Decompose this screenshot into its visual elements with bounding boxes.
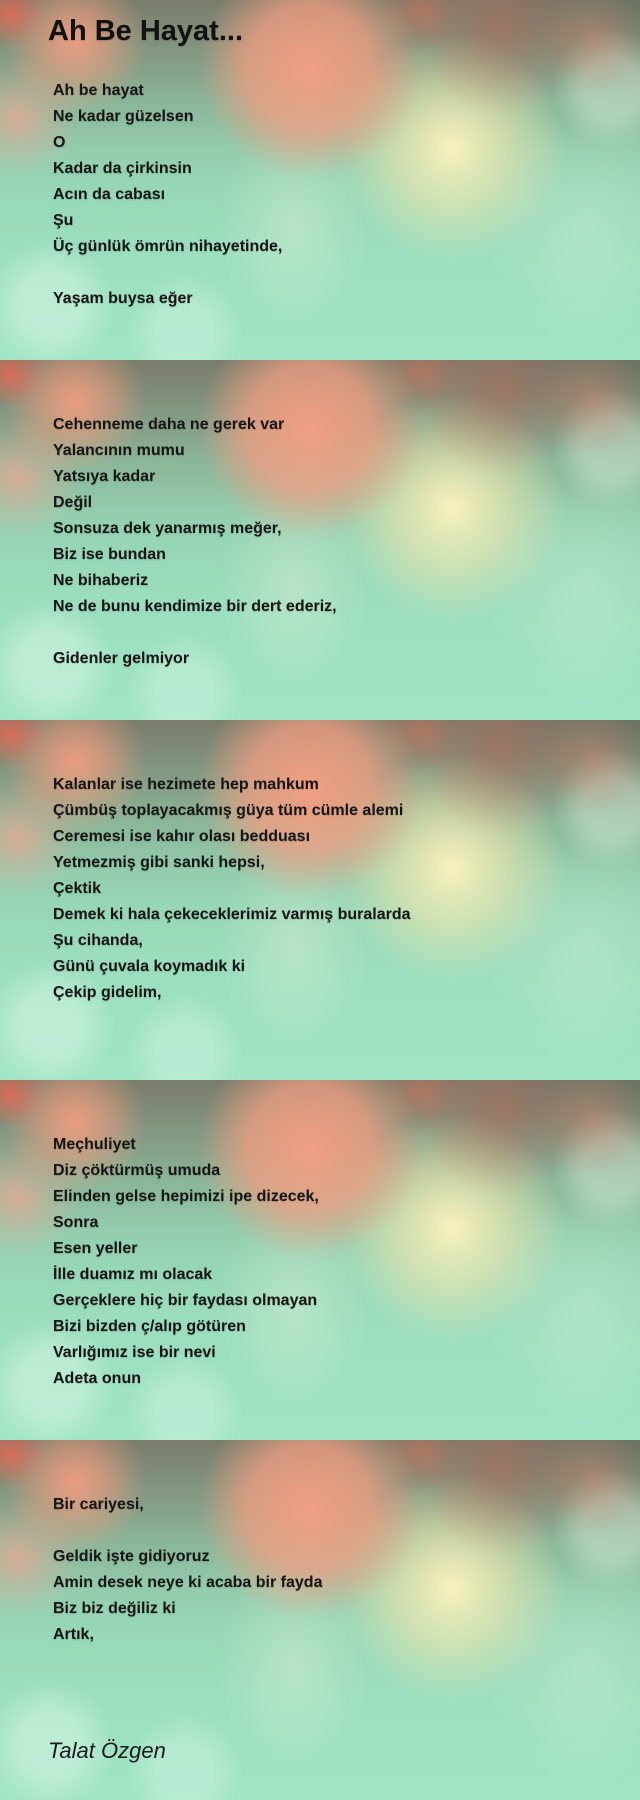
poem-line: Yatsıya kadar	[53, 468, 156, 485]
poem-line: Artık,	[53, 1626, 94, 1643]
poem-title: Ah Be Hayat...	[48, 15, 243, 47]
poem-line: Şu	[53, 212, 74, 229]
poem-line: Değil	[53, 494, 93, 511]
poem-line: Ne de bunu kendimize bir dert ederiz,	[53, 598, 337, 615]
poem-line: Bizi bizden ç/alıp götüren	[53, 1318, 246, 1335]
poem-line: Çektik	[53, 880, 102, 897]
poem-line: Ceremesi ise kahır olası bedduası	[53, 828, 311, 845]
stanza-5	[53, 1492, 630, 1648]
poem-line: Biz biz değiliz ki	[53, 1600, 176, 1617]
stanza-block-2	[0, 360, 640, 720]
poem-line: Cehenneme daha ne gerek var	[53, 416, 285, 433]
poem-line: Adeta onun	[53, 1370, 141, 1387]
stanza-1	[53, 78, 630, 312]
poem-line: Geldik işte gidiyoruz	[53, 1548, 210, 1565]
poem-line: Demek ki hala çekeceklerimiz varmış buralarda	[53, 906, 411, 923]
poem-line: Sonra	[53, 1214, 99, 1231]
poem-line: Gidenler gelmiyor	[53, 650, 190, 667]
poem-line: Ah be hayat	[53, 82, 144, 99]
poem-line: Üç günlük ömrün nihayetinde,	[53, 238, 283, 255]
poem-line: Çümbüş toplayacakmış güya tüm cümle alemi	[53, 802, 404, 819]
poem-line: Yetmezmiş gibi sanki hepsi,	[53, 854, 265, 871]
poem-line: Kalanlar ise hezimete hep mahkum	[53, 776, 319, 793]
poem-line	[53, 260, 630, 286]
stanza-block-4	[0, 1080, 640, 1440]
poem-line: İlle duamız mı olacak	[53, 1266, 213, 1283]
poem-line: Varlığımız ise bir nevi	[53, 1344, 216, 1361]
poem-line: Ne kadar güzelsen	[53, 108, 194, 125]
poem-line: Yalancının mumu	[53, 442, 185, 459]
poem-line: Çekip gidelim,	[53, 984, 162, 1001]
poem-line: Kadar da çirkinsin	[53, 160, 192, 177]
poem-line: Bir cariyesi,	[53, 1496, 144, 1513]
poem-line	[53, 1518, 630, 1544]
poem-line: Şu cihanda,	[53, 932, 143, 949]
poem-line: Diz çöktürmüş umuda	[53, 1162, 221, 1179]
poem-line: Biz ise bundan	[53, 546, 166, 563]
poem-line	[53, 620, 630, 646]
poem-line: Yaşam buysa eğer	[53, 290, 193, 307]
stanza-block-1	[0, 0, 640, 360]
stanza-block-5	[0, 1440, 640, 1800]
poem-line: Meçhuliyet	[53, 1136, 136, 1153]
poem-line: Gerçeklere hiç bir faydası olmayan	[53, 1292, 318, 1309]
stanza-2	[53, 412, 630, 672]
poem-author: Talat Özgen	[48, 1738, 166, 1763]
poem-line: Ne bihaberiz	[53, 572, 149, 589]
poem-line: Esen yeller	[53, 1240, 138, 1257]
poem-line: Elinden gelse hepimizi ipe dizecek,	[53, 1188, 319, 1205]
poem-line: Günü çuvala koymadık ki	[53, 958, 246, 975]
stanza-3	[53, 772, 630, 1006]
poem-line: Amin desek neye ki acaba bir fayda	[53, 1574, 323, 1591]
poem-line: Acın da cabası	[53, 186, 166, 203]
stanza-4	[53, 1132, 630, 1392]
poem-line: O	[53, 134, 66, 151]
poem-line: Sonsuza dek yanarmış meğer,	[53, 520, 282, 537]
stanza-block-3	[0, 720, 640, 1080]
